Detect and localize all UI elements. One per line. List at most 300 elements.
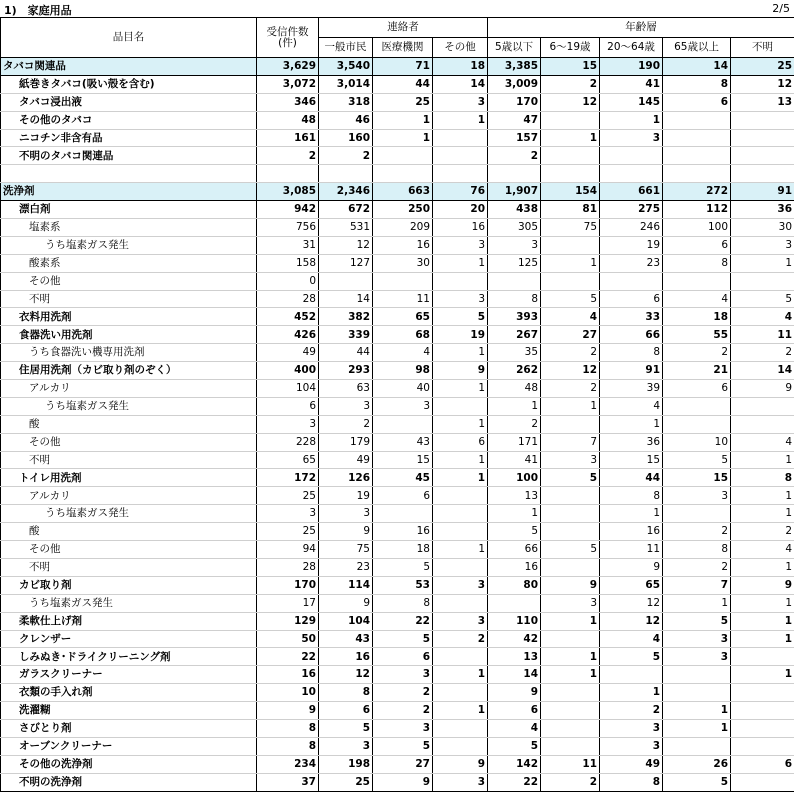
cell-age-unknown: 5 (731, 290, 794, 308)
cell-age-20-64 (600, 666, 663, 684)
cell-age-20-64: 1 (600, 505, 663, 523)
row-label: 塩素系 (1, 219, 257, 237)
cell-age-6-19: 154 (541, 183, 600, 201)
cell-age-6-19 (541, 719, 600, 737)
cell-contact-public: 6 (319, 702, 373, 720)
row-label: アルカリ (1, 487, 257, 505)
cell-age-6-19: 3 (541, 594, 600, 612)
cell-age-20-64: 12 (600, 594, 663, 612)
cell-age-unknown (731, 111, 794, 129)
header-contact-public: 一般市民 (319, 38, 373, 58)
row-label: アルカリ (1, 380, 257, 398)
cell-received: 8 (257, 719, 319, 737)
cell-age-under5: 1 (488, 505, 541, 523)
cell-received: 50 (257, 630, 319, 648)
cell-contact-public: 75 (319, 541, 373, 559)
cell-age-65plus (663, 272, 731, 290)
cell-contact-other: 3 (433, 236, 488, 254)
table-row (1, 755, 794, 773)
row-label: その他のタバコ (1, 111, 257, 129)
cell-age-6-19 (541, 487, 600, 505)
header-received (257, 18, 319, 58)
header-age-65plus: 65歳以上 (663, 38, 731, 58)
cell-received: 28 (257, 290, 319, 308)
table-row (1, 594, 794, 612)
cell-contact-other: 3 (433, 773, 488, 791)
page-header (0, 0, 794, 17)
cell-contact-public: 3 (319, 505, 373, 523)
cell-contact-medical (373, 505, 433, 523)
cell-contact-medical: 1 (373, 129, 433, 147)
cell-age-unknown: 11 (731, 326, 794, 344)
cell-contact-medical: 2 (373, 684, 433, 702)
cell-contact-medical: 250 (373, 201, 433, 219)
cell-received: 3,072 (257, 75, 319, 93)
cell-age-65plus (663, 684, 731, 702)
cell-age-6-19: 75 (541, 219, 600, 237)
cell-age-20-64: 4 (600, 397, 663, 415)
cell-received: 3 (257, 415, 319, 433)
cell-age-unknown: 2 (731, 523, 794, 541)
cell-age-65plus (663, 111, 731, 129)
row-label: ニコチン非含有品 (1, 129, 257, 147)
cell-contact-public: 44 (319, 344, 373, 362)
cell-age-under5: 35 (488, 344, 541, 362)
cell-age-20-64: 19 (600, 236, 663, 254)
cell-age-unknown: 12 (731, 75, 794, 93)
cell-contact-other: 1 (433, 111, 488, 129)
cell-received: 228 (257, 433, 319, 451)
cell-age-under5: 48 (488, 380, 541, 398)
cell-age-20-64: 2 (600, 702, 663, 720)
cell-contact-other: 20 (433, 201, 488, 219)
table-row (1, 702, 794, 720)
row-label: クレンザー (1, 630, 257, 648)
cell-age-6-19 (541, 111, 600, 129)
row-label: うち塩素ガス発生 (1, 397, 257, 415)
cell-age-unknown: 1 (731, 505, 794, 523)
cell-age-6-19 (541, 236, 600, 254)
table-row (1, 630, 794, 648)
row-label: しみぬき･ドライクリーニング剤 (1, 648, 257, 666)
cell-contact-public: 19 (319, 487, 373, 505)
cell-age-20-64: 33 (600, 308, 663, 326)
cell-age-unknown: 13 (731, 93, 794, 111)
cell-age-6-19: 1 (541, 612, 600, 630)
cell-contact-public: 9 (319, 523, 373, 541)
cell-age-20-64: 275 (600, 201, 663, 219)
cell-age-6-19: 1 (541, 648, 600, 666)
cell-age-20-64: 9 (600, 558, 663, 576)
cell-age-under5: 14 (488, 666, 541, 684)
cell-age-65plus: 1 (663, 594, 731, 612)
cell-contact-other: 76 (433, 183, 488, 201)
cell-contact-other: 1 (433, 254, 488, 272)
cell-received: 49 (257, 344, 319, 362)
cell-contact-medical: 3 (373, 719, 433, 737)
cell-contact-public (319, 165, 373, 183)
cell-age-20-64: 65 (600, 576, 663, 594)
cell-age-20-64: 3 (600, 129, 663, 147)
cell-contact-public: 2,346 (319, 183, 373, 201)
cell-contact-public: 3 (319, 737, 373, 755)
cell-age-65plus: 112 (663, 201, 731, 219)
cell-contact-medical: 3 (373, 397, 433, 415)
cell-contact-other: 16 (433, 219, 488, 237)
cell-age-6-19 (541, 165, 600, 183)
cell-contact-medical: 45 (373, 469, 433, 487)
cell-age-under5: 66 (488, 541, 541, 559)
cell-age-20-64: 4 (600, 630, 663, 648)
cell-age-6-19: 7 (541, 433, 600, 451)
cell-age-65plus: 26 (663, 755, 731, 773)
cell-contact-other: 6 (433, 433, 488, 451)
cell-age-20-64: 3 (600, 719, 663, 737)
header-age-under5: 5歳以下 (488, 38, 541, 58)
cell-age-under5: 305 (488, 219, 541, 237)
cell-age-20-64: 16 (600, 523, 663, 541)
row-label: ガラスクリーナー (1, 666, 257, 684)
cell-age-65plus: 1 (663, 702, 731, 720)
cell-received: 37 (257, 773, 319, 791)
table-row (1, 487, 794, 505)
header-item: 品目名 (1, 18, 257, 58)
cell-age-unknown: 3 (731, 236, 794, 254)
header-received-line1: 受信件数 (259, 27, 316, 38)
cell-contact-other: 1 (433, 469, 488, 487)
cell-contact-other (433, 594, 488, 612)
row-label: 柔軟仕上げ剤 (1, 612, 257, 630)
cell-age-under5: 1 (488, 397, 541, 415)
cell-received (257, 165, 319, 183)
cell-age-6-19 (541, 147, 600, 165)
cell-received: 346 (257, 93, 319, 111)
cell-age-20-64: 6 (600, 290, 663, 308)
cell-age-20-64: 8 (600, 344, 663, 362)
cell-contact-public: 198 (319, 755, 373, 773)
cell-contact-other (433, 719, 488, 737)
cell-age-under5: 22 (488, 773, 541, 791)
header-age-6-19: 6～19歳 (541, 38, 600, 58)
cell-age-unknown (731, 129, 794, 147)
cell-age-under5 (488, 165, 541, 183)
header-contact-other: その他 (433, 38, 488, 58)
table-row (1, 719, 794, 737)
header-age-20-64: 20～64歳 (600, 38, 663, 58)
cell-received: 170 (257, 576, 319, 594)
table-row (1, 326, 794, 344)
table-body (1, 58, 794, 792)
cell-contact-medical: 43 (373, 433, 433, 451)
cell-contact-other: 5 (433, 308, 488, 326)
table-row (1, 541, 794, 559)
cell-received: 17 (257, 594, 319, 612)
cell-age-under5: 42 (488, 630, 541, 648)
cell-contact-medical: 2 (373, 702, 433, 720)
cell-age-unknown (731, 648, 794, 666)
cell-age-65plus: 55 (663, 326, 731, 344)
cell-contact-other (433, 147, 488, 165)
table-row (1, 219, 794, 237)
row-label: さびとり剤 (1, 719, 257, 737)
cell-age-65plus: 1 (663, 719, 731, 737)
cell-age-under5: 9 (488, 684, 541, 702)
cell-contact-other (433, 272, 488, 290)
cell-age-under5: 393 (488, 308, 541, 326)
cell-age-unknown: 25 (731, 58, 794, 76)
row-label: うち塩素ガス発生 (1, 236, 257, 254)
cell-age-20-64: 1 (600, 111, 663, 129)
cell-age-unknown (731, 719, 794, 737)
cell-received: 104 (257, 380, 319, 398)
cell-age-6-19: 1 (541, 666, 600, 684)
cell-age-65plus (663, 737, 731, 755)
cell-received: 400 (257, 362, 319, 380)
cell-received: 2 (257, 147, 319, 165)
cell-age-under5 (488, 594, 541, 612)
cell-contact-other: 18 (433, 58, 488, 76)
cell-age-unknown (731, 737, 794, 755)
row-label: 衣類の手入れ剤 (1, 684, 257, 702)
cell-age-20-64: 5 (600, 648, 663, 666)
cell-age-65plus (663, 505, 731, 523)
cell-age-under5: 8 (488, 290, 541, 308)
cell-age-under5: 262 (488, 362, 541, 380)
cell-age-unknown (731, 773, 794, 791)
cell-contact-public: 5 (319, 719, 373, 737)
category-row (1, 58, 794, 76)
cell-contact-other (433, 487, 488, 505)
cell-contact-medical (373, 272, 433, 290)
cell-received: 161 (257, 129, 319, 147)
page-number: 2/5 (772, 2, 790, 15)
cell-age-6-19: 15 (541, 58, 600, 76)
table-row (1, 165, 794, 183)
cell-received: 756 (257, 219, 319, 237)
cell-contact-public: 114 (319, 576, 373, 594)
cell-age-65plus: 100 (663, 219, 731, 237)
cell-age-unknown: 1 (731, 666, 794, 684)
cell-contact-other: 1 (433, 380, 488, 398)
table-row (1, 75, 794, 93)
row-label: トイレ用洗剤 (1, 469, 257, 487)
cell-contact-public (319, 272, 373, 290)
cell-contact-other (433, 684, 488, 702)
table-row (1, 469, 794, 487)
cell-age-unknown: 91 (731, 183, 794, 201)
table-row (1, 684, 794, 702)
cell-contact-other: 3 (433, 290, 488, 308)
cell-contact-public: 127 (319, 254, 373, 272)
cell-age-65plus: 4 (663, 290, 731, 308)
cell-age-20-64: 1 (600, 415, 663, 433)
row-label: その他の洗浄剤 (1, 755, 257, 773)
cell-received: 28 (257, 558, 319, 576)
cell-age-65plus: 5 (663, 773, 731, 791)
cell-age-under5: 157 (488, 129, 541, 147)
cell-contact-other: 3 (433, 576, 488, 594)
cell-age-65plus (663, 129, 731, 147)
cell-age-under5: 3 (488, 236, 541, 254)
cell-age-unknown: 9 (731, 576, 794, 594)
cell-age-under5: 6 (488, 702, 541, 720)
row-label: うち塩素ガス発生 (1, 594, 257, 612)
cell-age-unknown (731, 272, 794, 290)
cell-age-65plus: 3 (663, 487, 731, 505)
cell-age-under5: 438 (488, 201, 541, 219)
cell-age-20-64: 190 (600, 58, 663, 76)
cell-age-20-64: 3 (600, 737, 663, 755)
cell-contact-public: 126 (319, 469, 373, 487)
cell-age-6-19: 1 (541, 254, 600, 272)
cell-age-under5: 125 (488, 254, 541, 272)
table-row (1, 451, 794, 469)
cell-contact-other: 1 (433, 415, 488, 433)
cell-contact-medical: 663 (373, 183, 433, 201)
cell-age-65plus: 2 (663, 558, 731, 576)
table-row (1, 523, 794, 541)
cell-contact-medical: 16 (373, 523, 433, 541)
cell-age-65plus: 8 (663, 75, 731, 93)
cell-age-under5: 1,907 (488, 183, 541, 201)
cell-contact-medical: 16 (373, 236, 433, 254)
cell-age-20-64: 49 (600, 755, 663, 773)
table-row (1, 558, 794, 576)
cell-age-20-64: 15 (600, 451, 663, 469)
cell-contact-other: 1 (433, 541, 488, 559)
cell-age-unknown: 36 (731, 201, 794, 219)
header-received-line2: (件) (259, 38, 316, 49)
cell-contact-medical: 9 (373, 773, 433, 791)
cell-age-6-19: 9 (541, 576, 600, 594)
row-label: 紙巻きタバコ(吸い殻を含む) (1, 75, 257, 93)
table-row (1, 433, 794, 451)
cell-age-under5: 4 (488, 719, 541, 737)
row-label: 衣料用洗剤 (1, 308, 257, 326)
cell-age-65plus: 21 (663, 362, 731, 380)
cell-contact-medical: 27 (373, 755, 433, 773)
cell-contact-public: 672 (319, 201, 373, 219)
cell-contact-other (433, 648, 488, 666)
cell-age-6-19 (541, 702, 600, 720)
cell-age-6-19: 5 (541, 290, 600, 308)
cell-contact-medical: 98 (373, 362, 433, 380)
cell-age-65plus: 2 (663, 523, 731, 541)
cell-contact-medical: 18 (373, 541, 433, 559)
cell-contact-public: 14 (319, 290, 373, 308)
cell-age-under5: 16 (488, 558, 541, 576)
cell-age-6-19: 5 (541, 469, 600, 487)
cell-age-unknown: 4 (731, 433, 794, 451)
row-label: その他 (1, 433, 257, 451)
header-contact-group: 連絡者 (319, 18, 488, 38)
cell-received: 94 (257, 541, 319, 559)
cell-age-under5: 170 (488, 93, 541, 111)
cell-age-65plus: 3 (663, 630, 731, 648)
table-row (1, 380, 794, 398)
cell-contact-medical: 25 (373, 93, 433, 111)
cell-received: 8 (257, 737, 319, 755)
cell-age-6-19 (541, 737, 600, 755)
cell-age-20-64: 8 (600, 773, 663, 791)
cell-age-6-19: 12 (541, 93, 600, 111)
cell-age-65plus: 15 (663, 469, 731, 487)
cell-contact-other: 1 (433, 451, 488, 469)
cell-age-6-19 (541, 272, 600, 290)
row-label: 食器洗い用洗剤 (1, 326, 257, 344)
cell-contact-public: 3,014 (319, 75, 373, 93)
table-row (1, 737, 794, 755)
cell-age-unknown: 14 (731, 362, 794, 380)
row-label: 不明 (1, 558, 257, 576)
cell-age-unknown: 1 (731, 558, 794, 576)
cell-age-65plus: 14 (663, 58, 731, 76)
cell-received: 0 (257, 272, 319, 290)
cell-contact-other: 14 (433, 75, 488, 93)
cell-age-6-19 (541, 505, 600, 523)
cell-received: 25 (257, 487, 319, 505)
cell-contact-public: 9 (319, 594, 373, 612)
cell-age-unknown: 8 (731, 469, 794, 487)
cell-contact-public: 43 (319, 630, 373, 648)
cell-age-6-19: 1 (541, 397, 600, 415)
cell-age-unknown: 1 (731, 612, 794, 630)
cell-age-65plus: 6 (663, 380, 731, 398)
cell-received: 9 (257, 702, 319, 720)
cell-age-20-64: 66 (600, 326, 663, 344)
cell-age-6-19: 2 (541, 773, 600, 791)
cell-contact-medical (373, 415, 433, 433)
cell-contact-other: 1 (433, 666, 488, 684)
header-contact-medical: 医療機関 (373, 38, 433, 58)
cell-contact-medical: 209 (373, 219, 433, 237)
row-label: 酸 (1, 523, 257, 541)
row-label: 洗濯糊 (1, 702, 257, 720)
cell-contact-medical: 6 (373, 487, 433, 505)
cell-age-unknown (731, 702, 794, 720)
cell-contact-public: 23 (319, 558, 373, 576)
table-row (1, 612, 794, 630)
cell-age-under5: 100 (488, 469, 541, 487)
cell-age-20-64: 44 (600, 469, 663, 487)
cell-contact-medical: 44 (373, 75, 433, 93)
cell-contact-medical: 15 (373, 451, 433, 469)
table-row (1, 308, 794, 326)
cell-age-65plus (663, 666, 731, 684)
cell-age-20-64 (600, 272, 663, 290)
cell-received: 22 (257, 648, 319, 666)
cell-age-6-19: 5 (541, 541, 600, 559)
cell-contact-medical: 71 (373, 58, 433, 76)
cell-contact-medical: 8 (373, 594, 433, 612)
cell-age-under5: 171 (488, 433, 541, 451)
table-row (1, 236, 794, 254)
cell-age-under5: 2 (488, 415, 541, 433)
row-label: タバコ浸出液 (1, 93, 257, 111)
cell-age-6-19 (541, 415, 600, 433)
row-label: 不明の洗浄剤 (1, 773, 257, 791)
cell-contact-medical: 1 (373, 111, 433, 129)
cell-age-under5: 80 (488, 576, 541, 594)
cell-age-unknown: 1 (731, 254, 794, 272)
cell-age-6-19 (541, 684, 600, 702)
cell-contact-public: 531 (319, 219, 373, 237)
row-label (1, 165, 257, 183)
cell-age-65plus (663, 415, 731, 433)
row-label: 漂白剤 (1, 201, 257, 219)
row-label: 不明 (1, 290, 257, 308)
cell-age-6-19: 81 (541, 201, 600, 219)
